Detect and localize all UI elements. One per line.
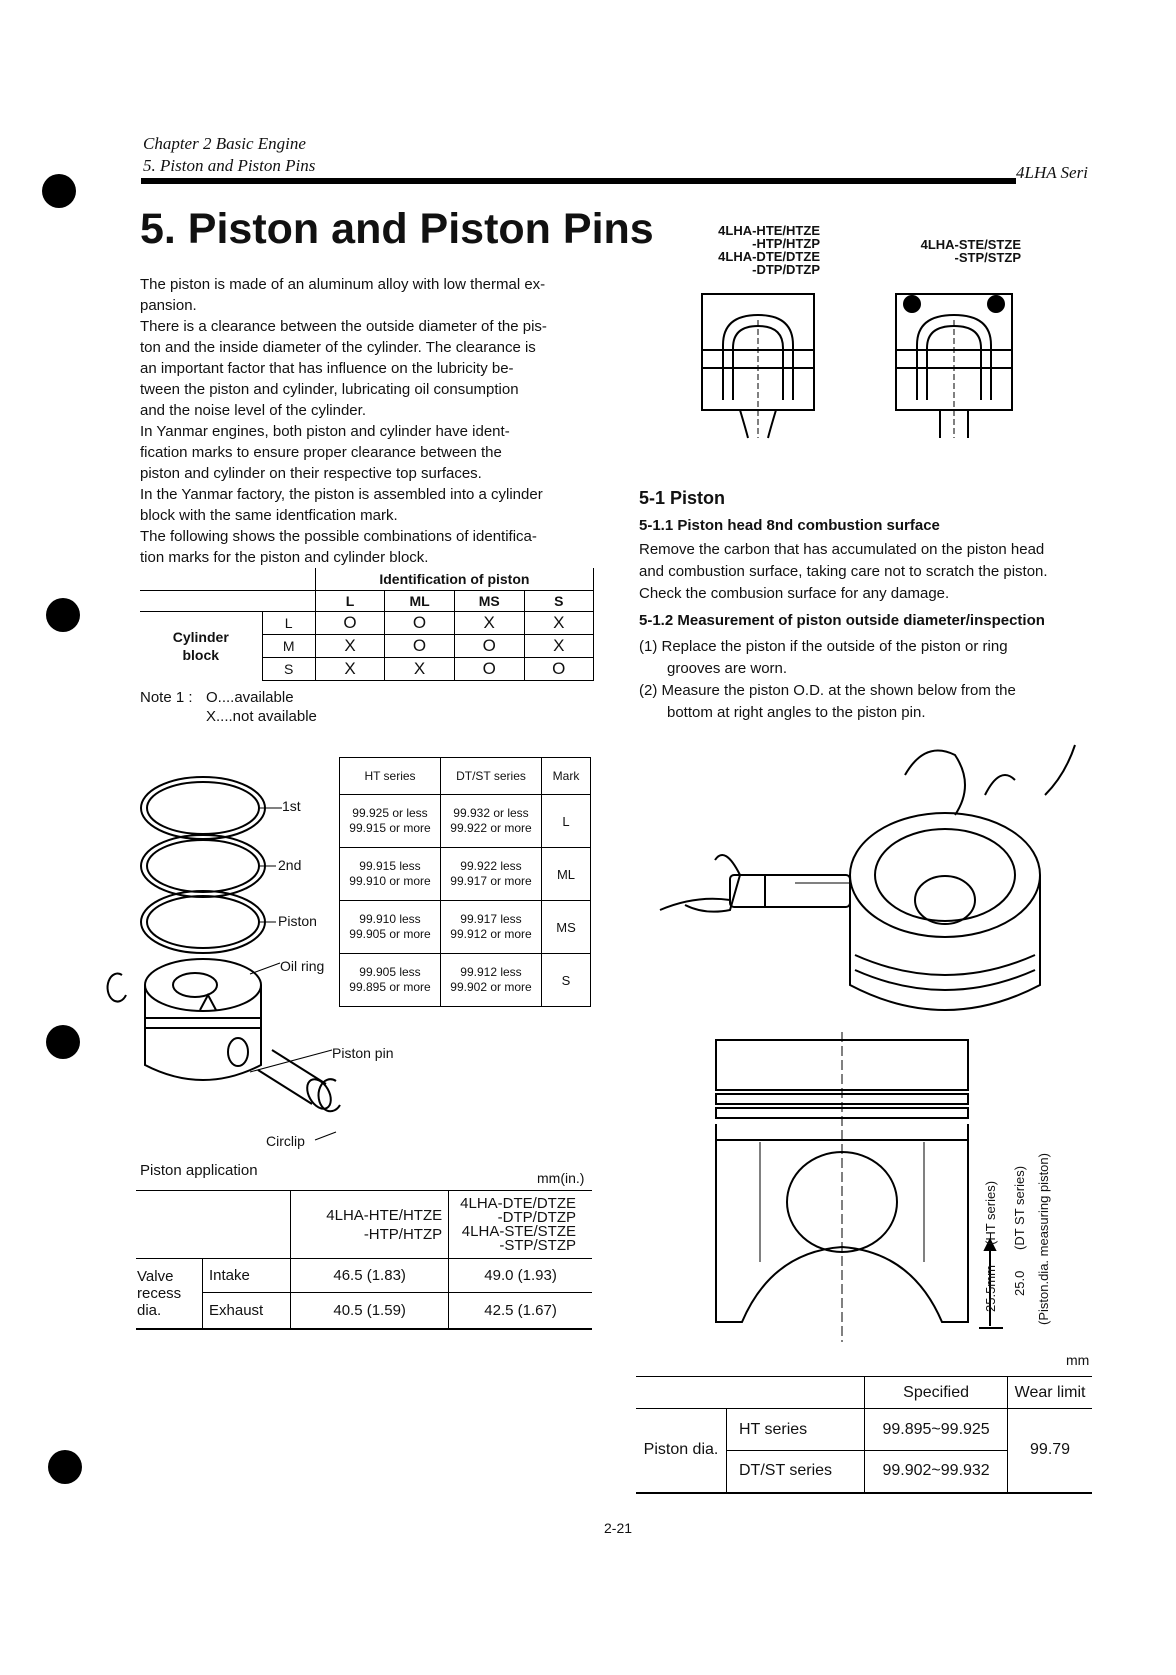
- id-cell: X: [315, 634, 384, 657]
- piston-pin: [258, 1050, 326, 1104]
- app-value: 46.5 (1.83): [291, 1259, 449, 1293]
- spec-header: Specified: [865, 1377, 1008, 1409]
- micrometer: [730, 875, 850, 907]
- id-cell: X: [385, 657, 455, 680]
- second-ring: [141, 835, 265, 897]
- spec-series: DT/ST series: [727, 1451, 865, 1493]
- label-2nd: 2nd: [278, 857, 302, 873]
- application-table: [136, 1190, 592, 1330]
- item-2: (2) Measure the piston O.D. at the shown below from the bottom at right angles to the piston pin.: [639, 682, 1016, 721]
- id-col: ML: [385, 590, 455, 611]
- dim-ht-value: 25.5mm: [983, 1265, 998, 1312]
- mark-value: ML: [542, 848, 591, 901]
- mark-value: S: [542, 954, 591, 1007]
- app-value: 42.5 (1.67): [484, 1301, 557, 1319]
- mark-header: Mark: [542, 758, 591, 795]
- series-header: 4LHA Seri: [1016, 163, 1088, 182]
- id-cell: O: [524, 657, 593, 680]
- binder-hole-1: [42, 174, 76, 208]
- label-piston-pin: Piston pin: [332, 1045, 394, 1061]
- intro-line: tween the piston and cylinder, lubricating oil consumption: [140, 381, 519, 398]
- binder-hole-3: [46, 1025, 80, 1059]
- dt-range: 99.932 or less 99.922 or more: [441, 795, 542, 848]
- sub-heading-1: 5-1.1 Piston head 8nd combustion surface: [639, 517, 940, 534]
- app-row-label: Exhaust: [203, 1293, 291, 1329]
- id-cell: X: [315, 657, 384, 680]
- id-col: S: [524, 590, 593, 611]
- intro-line: piston and cylinder on their respective top surfaces.: [140, 465, 482, 482]
- first-ring: [141, 777, 265, 839]
- app-value: 49.0 (1.93): [484, 1267, 557, 1284]
- row-mark: L: [262, 611, 315, 634]
- binder-hole-4: [48, 1450, 82, 1484]
- id-cell: O: [385, 634, 455, 657]
- intro-line: ton and the inside diameter of the cylinder. The clearance is: [140, 339, 536, 356]
- id-table-header: Identification of piston: [315, 568, 593, 590]
- id-cell: X: [524, 634, 593, 657]
- id-col: L: [315, 590, 384, 611]
- sub-heading-2: 5-1.2 Measurement of piston outside diameter/inspection: [639, 612, 1045, 629]
- intro-line: block with the same identfication mark.: [140, 507, 398, 524]
- id-cell: O: [454, 634, 524, 657]
- app-row-label: Intake: [203, 1259, 291, 1293]
- piston-section-st: [892, 290, 1017, 440]
- intro-line: The following shows the possible combinations of identifica-: [140, 528, 537, 545]
- dt-range: 99.922 less 99.917 or more: [441, 848, 542, 901]
- spec-value: 99.895~99.925: [865, 1409, 1008, 1451]
- id-col: MS: [454, 590, 524, 611]
- application-unit: mm(in.): [537, 1170, 585, 1186]
- model-label-right: 4LHA-STE/STZE -STP/STZP: [920, 237, 1021, 265]
- label-circlip: Circlip: [266, 1133, 305, 1149]
- app-col-dt: 4LHA-DTE/DTZE -DTP/DTZP 4LHA-STE/STZE -STP/STZP: [460, 1194, 576, 1254]
- intro-line: fication marks to ensure proper clearance between the: [140, 444, 502, 461]
- ht-range: 99.915 less 99.910 or more: [340, 848, 441, 901]
- spec-series: HT series: [727, 1409, 865, 1451]
- intro-text: [140, 274, 600, 568]
- intro-line: and the noise level of the cylinder.: [140, 402, 366, 419]
- piston-section-ht: [698, 290, 818, 440]
- chapter-header: Chapter 2 Basic Engine: [143, 134, 306, 153]
- piston-heading: 5-1 Piston: [639, 488, 726, 508]
- app-value: 40.5 (1.59): [291, 1293, 449, 1329]
- id-cell: O: [454, 657, 524, 680]
- intro-line: The piston is made of an aluminum alloy with low thermal ex-: [140, 276, 546, 293]
- note-label: Note 1 :: [140, 689, 193, 706]
- dim-dt-series: (DT ST series): [1012, 1165, 1027, 1250]
- ht-range: 99.910 less 99.905 or more: [340, 901, 441, 954]
- spec-value: 99.902~99.932: [865, 1451, 1008, 1493]
- intro-line: In the Yanmar factory, the piston is assembled into a cylinder: [140, 486, 543, 503]
- spec-header: Wear limit: [1014, 1383, 1086, 1401]
- label-1st: 1st: [282, 798, 301, 814]
- model-label-left: 4LHA-HTE/HTZE -HTP/HTZP 4LHA-DTE/DTZE -DTP/DTZP: [718, 223, 820, 277]
- dt-range: 99.917 less 99.912 or more: [441, 901, 542, 954]
- page-number: 2-21: [604, 1520, 633, 1536]
- row-group-line: block: [182, 646, 220, 663]
- intro-line: There is a clearance between the outside diameter of the pis-: [140, 318, 547, 335]
- binder-hole-2: [46, 598, 80, 632]
- intro-line: tion marks for the piston and cylinder block.: [140, 549, 429, 566]
- sub1-text: Remove the carbon that has accumulated on the piston head and combustion surface, taking care not to scratch the piston. Check the combusion surface for any damage.: [639, 541, 1048, 602]
- row-group-line: Cylinder: [172, 628, 229, 645]
- wear-limit-value: 99.79: [1008, 1409, 1092, 1493]
- mark-value: MS: [542, 901, 591, 954]
- application-title: Piston application: [140, 1162, 258, 1179]
- valve-recess-label: Valve recess dia.: [136, 1259, 203, 1329]
- id-cell: X: [454, 611, 524, 634]
- ht-range: 99.905 less 99.895 or more: [340, 954, 441, 1007]
- ht-range: 99.925 or less 99.915 or more: [340, 795, 441, 848]
- intro-line: pansion.: [140, 297, 197, 314]
- identification-table: [140, 568, 594, 681]
- id-cell: O: [315, 611, 384, 634]
- row-mark: M: [262, 634, 315, 657]
- circlip-left: [108, 974, 126, 1002]
- id-cell: X: [524, 611, 593, 634]
- id-cell: O: [385, 611, 455, 634]
- piston-dimension-drawing: [712, 1032, 982, 1342]
- spec-table: [636, 1376, 1092, 1494]
- cylinder-block-label: [140, 611, 262, 680]
- section-header: 5. Piston and Piston Pins: [143, 156, 316, 175]
- dim-ht-series: (HT series): [983, 1180, 998, 1245]
- app-col-ht: 4LHA-HTE/HTZE -HTP/HTZP: [291, 1191, 449, 1259]
- item-1: (1) Replace the piston if the outside of the piston or ring grooves are worn.: [639, 638, 1008, 677]
- piston-ring: [141, 891, 265, 953]
- note-not-available: X....not available: [206, 708, 317, 725]
- mark-header: HT series: [340, 758, 441, 795]
- piston-dia-label: Piston dia.: [636, 1409, 727, 1493]
- dim-measuring-label: (Piston.dia. measuring piston): [1036, 1153, 1051, 1325]
- intro-line: an important factor that has influence on the lubricity be-: [140, 360, 514, 377]
- dim-dt-value: 25.0: [1012, 1270, 1027, 1296]
- label-oil-ring: Oil ring: [280, 958, 325, 974]
- dt-range: 99.912 less 99.902 or more: [441, 954, 542, 1007]
- page-title: 5. Piston and Piston Pins: [140, 205, 654, 253]
- mark-table: [339, 757, 591, 1007]
- piston-body: [145, 985, 261, 1080]
- intro-line: In Yanmar engines, both piston and cylinder have ident-: [140, 423, 510, 440]
- mark-value: L: [542, 795, 591, 848]
- header-rule: [141, 178, 1016, 184]
- row-mark: S: [262, 657, 315, 680]
- note-available: O....available: [206, 689, 294, 706]
- spec-unit: mm: [1066, 1352, 1090, 1368]
- micrometer-illustration: [655, 735, 1085, 1025]
- label-piston-ring: Piston: [278, 913, 317, 929]
- mark-header: DT/ST series: [441, 758, 542, 795]
